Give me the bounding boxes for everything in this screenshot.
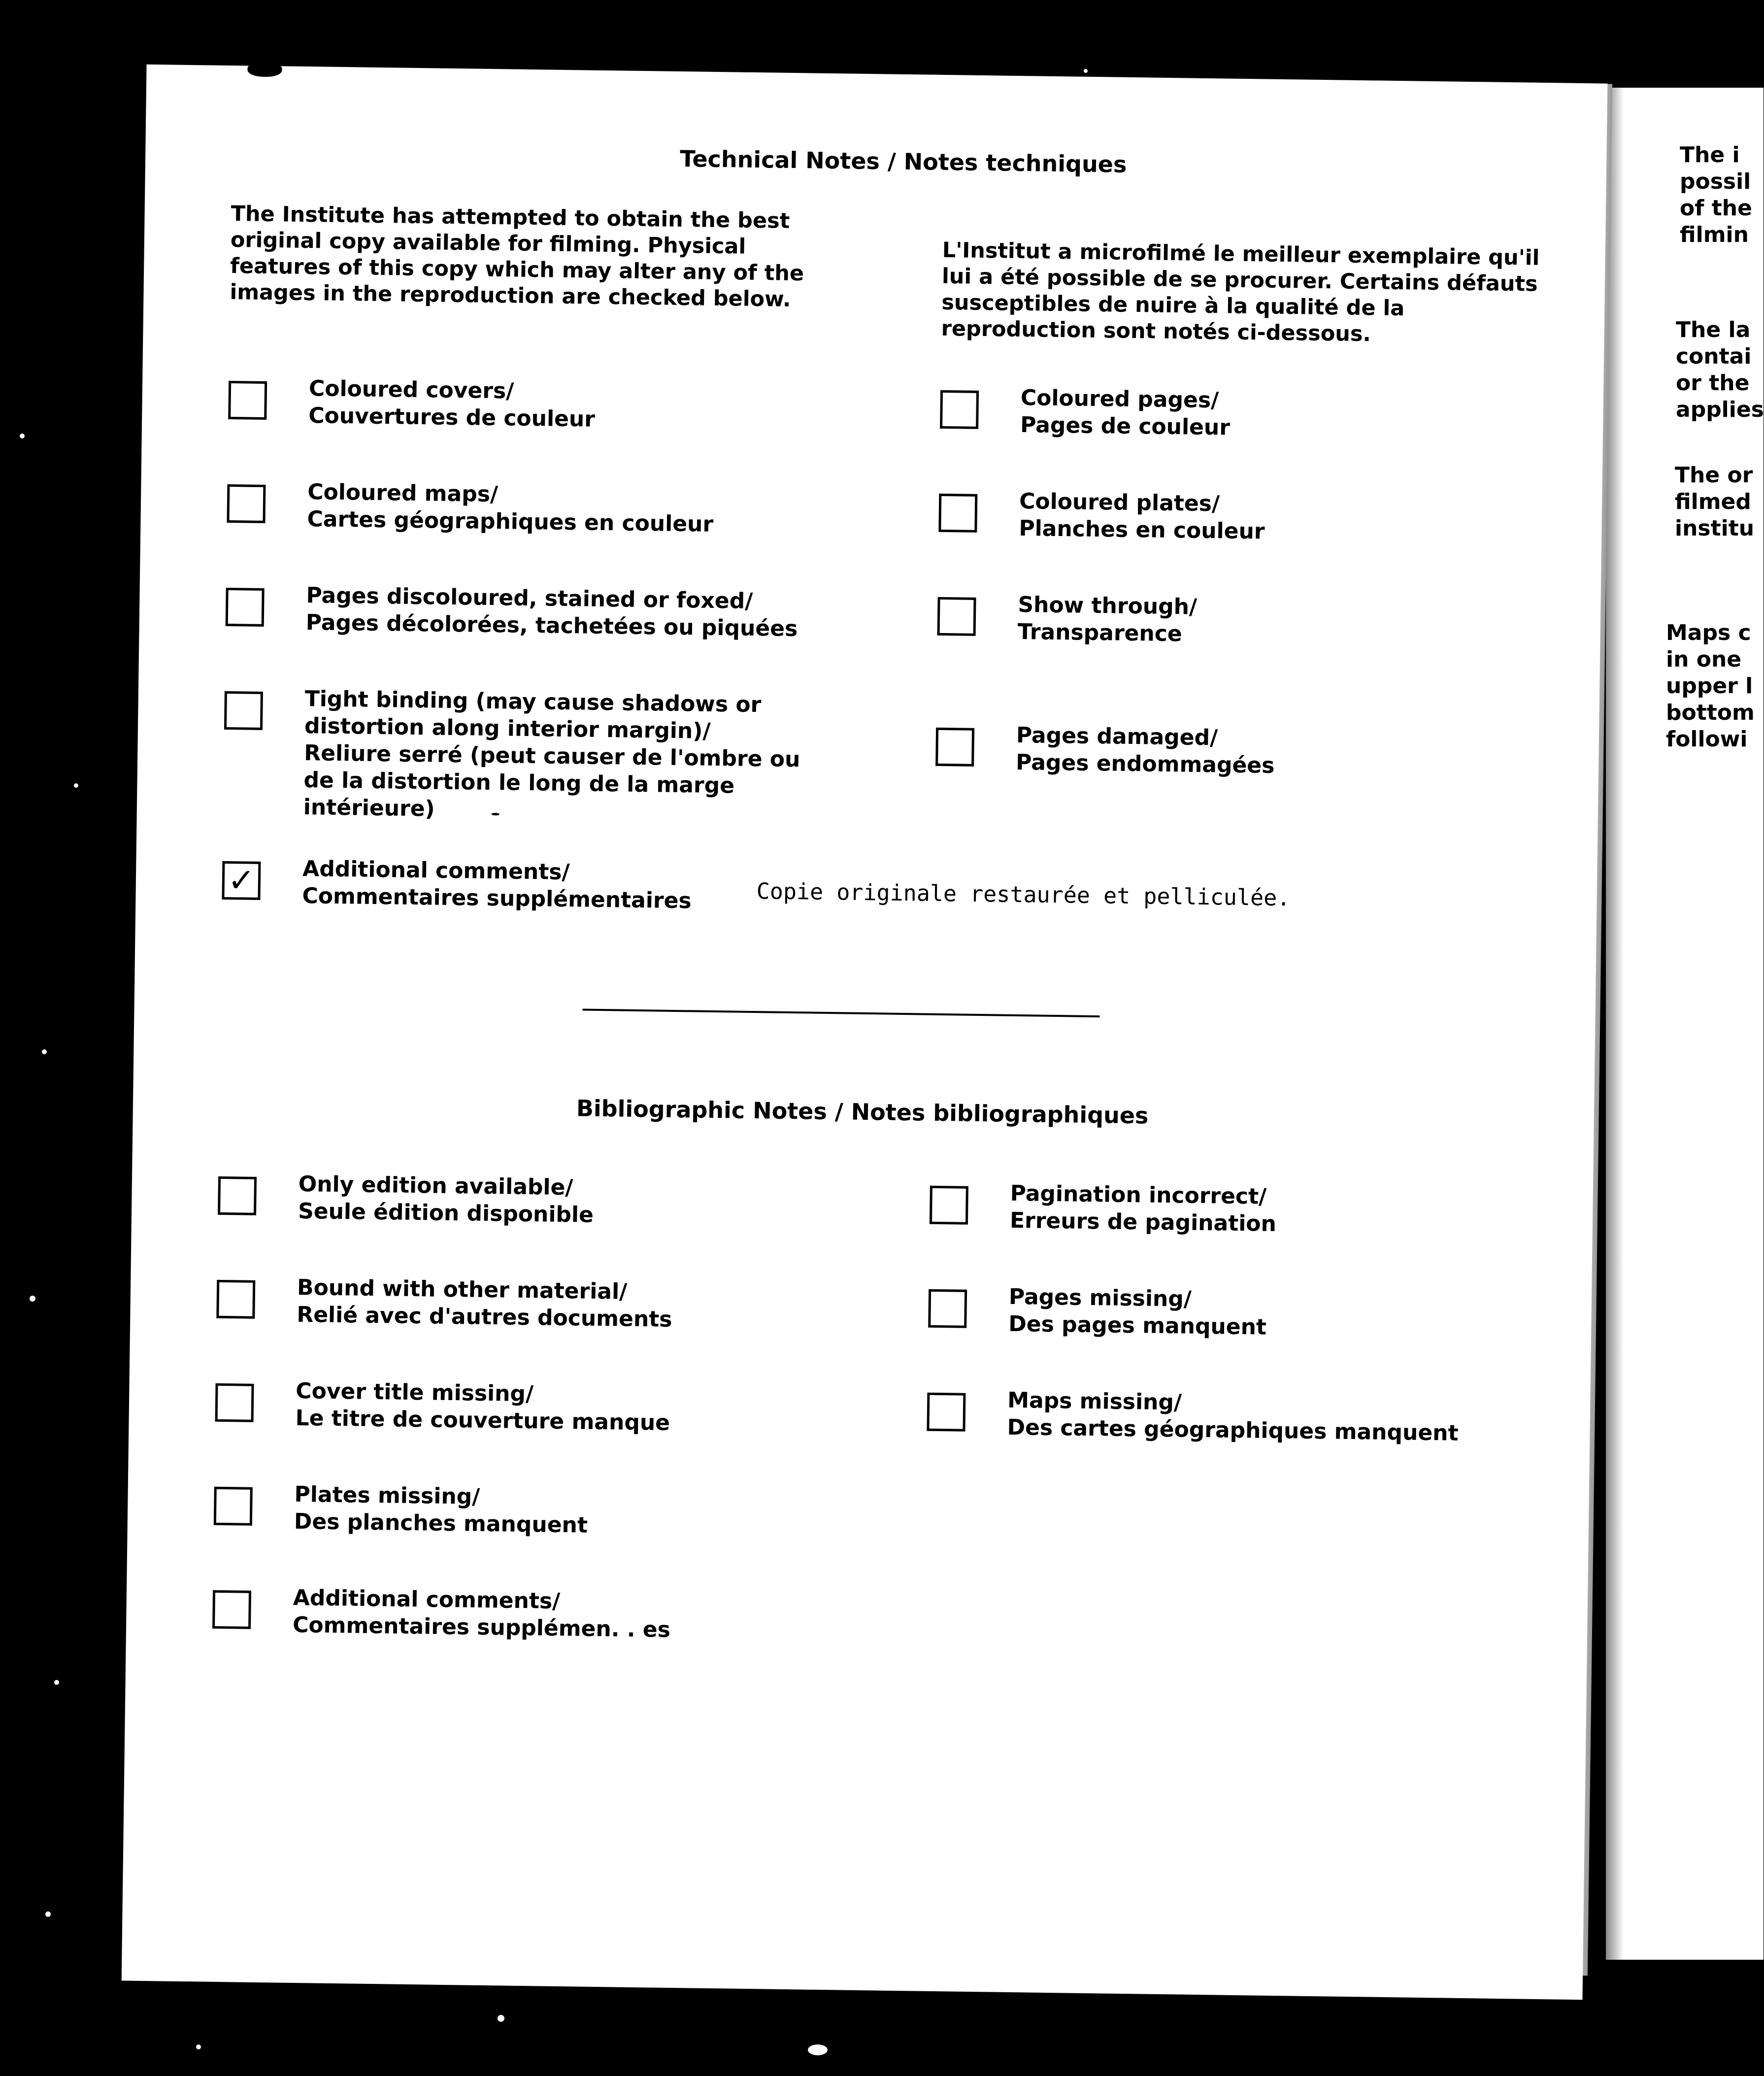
checkbox[interactable]	[228, 381, 267, 420]
adjacent-text-line: The i	[1680, 142, 1740, 167]
film-blemish	[247, 62, 282, 77]
bibliographic-notes-title: Bibliographic Notes / Notes bibliographiques	[576, 1095, 1149, 1129]
option-maps-missing[interactable]	[927, 1387, 1459, 1447]
adjacent-text-line: The or	[1675, 463, 1753, 488]
option-label	[294, 1481, 588, 1539]
adjacent-text-line: Maps c	[1666, 620, 1751, 645]
option-show-through[interactable]	[937, 592, 1198, 648]
label-english: Pages discoloured, stained or foxed/	[306, 583, 753, 614]
label-english: Coloured pages/	[1020, 385, 1219, 413]
dust-speck	[30, 1296, 35, 1302]
option-pages-discoloured[interactable]	[225, 583, 798, 642]
checkbox[interactable]	[940, 390, 979, 429]
technical-notes-title: Technical Notes / Notes techniques	[679, 145, 1127, 178]
checkbox[interactable]	[927, 1393, 965, 1432]
option-pagination-incorrect[interactable]	[930, 1180, 1277, 1238]
option-label	[295, 1377, 670, 1437]
label-english: Plates missing/	[294, 1481, 480, 1509]
adjacent-text-line: upper l	[1666, 673, 1753, 699]
option-label	[1010, 1180, 1277, 1238]
dust-speck	[42, 1049, 47, 1054]
dust-speck	[808, 2044, 828, 2055]
dust-speck	[20, 434, 25, 438]
option-coloured-plates[interactable]	[938, 489, 1265, 545]
label-english: Pages damaged/	[1016, 722, 1218, 751]
adjacent-page-block-2	[1676, 317, 1764, 423]
adjacent-text-line: in one	[1666, 647, 1742, 672]
checkbox[interactable]	[935, 728, 974, 767]
dust-speck	[74, 783, 78, 788]
option-pages-missing[interactable]	[928, 1284, 1267, 1341]
option-label	[1020, 384, 1231, 441]
option-label	[308, 375, 596, 433]
label-french: Relié avec d'autres documents	[297, 1302, 672, 1332]
adjacent-text-line: The la	[1676, 317, 1751, 342]
adjacent-text-line: contai	[1676, 344, 1752, 369]
dust-speck	[54, 1680, 59, 1685]
label-french: Transparence	[1017, 619, 1183, 647]
label-french: Planches en couleur	[1019, 516, 1265, 544]
dust-speck	[394, 1961, 403, 1970]
notes-page	[122, 65, 1608, 2000]
label-line: intérieure)	[303, 795, 435, 822]
option-label	[297, 1274, 672, 1333]
dust-speck	[45, 1911, 51, 1917]
option-additional-comments-technical[interactable]	[222, 856, 692, 914]
adjacent-text-line: filmin	[1680, 222, 1749, 247]
adjacent-text-line: of the	[1680, 196, 1752, 221]
label-english: Coloured plates/	[1019, 489, 1220, 517]
option-label	[305, 582, 798, 642]
checkbox[interactable]	[930, 1186, 968, 1225]
adjacent-text-line: or the	[1676, 370, 1750, 396]
label-english: Coloured covers/	[308, 376, 514, 404]
checkbox[interactable]	[212, 1590, 251, 1629]
label-english: Coloured maps/	[307, 479, 499, 507]
option-label	[307, 478, 714, 538]
label-french: Le titre de couverture manque	[295, 1405, 670, 1436]
label-french: Commentaires supplémen. . es	[292, 1612, 671, 1642]
label-french: Pages endommagées	[1015, 749, 1275, 778]
adjacent-text-line: institu	[1675, 516, 1755, 541]
option-plates-missing[interactable]	[214, 1481, 588, 1539]
label-english: Pagination incorrect/	[1010, 1180, 1267, 1209]
label-french: Seule édition disponible	[298, 1198, 594, 1228]
adjacent-page-block-3	[1675, 462, 1754, 542]
checkbox[interactable]	[928, 1289, 967, 1328]
additional-comment-text: Copie originale restaurée et pelliculée.	[756, 878, 1291, 911]
checkbox[interactable]	[937, 597, 976, 636]
adjacent-text-line: filmed	[1675, 489, 1751, 514]
technical-intro-french: L'Institut a microfilmé le meilleur exemplaire qu'il lui a été possible de se procurer. Certains défauts susceptibles de nuire à la qualité de la reproduction sont notés ci-dessous.	[941, 237, 1540, 347]
checkbox[interactable]	[226, 588, 265, 627]
dust-speck	[196, 2044, 201, 2049]
adjacent-text-line: followi	[1666, 727, 1748, 752]
label-english: Show through/	[1018, 592, 1198, 620]
label-french: Des pages manquent	[1008, 1311, 1267, 1340]
adjacent-text-line: bottom	[1666, 700, 1755, 725]
label-french: Pages de couleur	[1020, 412, 1231, 440]
label-french: Cartes géographiques en couleur	[307, 506, 714, 537]
technical-intro-english: The Institute has attempted to obtain the best original copy available for filming. Physical features of this copy which may alter any of the images in the reproduction are checked below.	[230, 201, 804, 312]
checkbox[interactable]	[938, 494, 977, 533]
adjacent-text-line: applies	[1676, 397, 1764, 422]
option-pages-damaged[interactable]	[935, 722, 1275, 779]
option-label	[1008, 1283, 1267, 1341]
checkbox-checked[interactable]	[222, 861, 261, 900]
checkbox[interactable]	[218, 1176, 257, 1215]
adjacent-text-line: possil	[1680, 169, 1751, 194]
label-english: Maps missing/	[1007, 1387, 1182, 1415]
option-label	[303, 685, 801, 827]
option-label	[1016, 722, 1275, 779]
label-french: Des planches manquent	[294, 1508, 588, 1538]
option-label	[293, 1584, 671, 1643]
option-label	[298, 1171, 594, 1229]
option-label	[1019, 488, 1265, 545]
option-coloured-covers[interactable]	[228, 376, 596, 433]
adjacent-page	[1606, 88, 1764, 1960]
option-bound-with[interactable]	[216, 1274, 672, 1333]
label-english: Bound with other material/	[297, 1274, 628, 1305]
label-line: distortion along interior margin)/	[304, 713, 711, 744]
option-label	[1017, 591, 1197, 648]
label-line: de la distortion le long de la marge	[303, 768, 735, 799]
option-additional-comments-bibliographic[interactable]	[212, 1585, 671, 1643]
dust-speck	[498, 2015, 504, 2022]
label-french: Des cartes géographiques manquent	[1007, 1414, 1459, 1446]
film-blemish	[492, 813, 499, 815]
section-divider	[583, 1009, 1100, 1018]
label-french: Pages décolorées, tachetées ou piquées	[305, 610, 798, 642]
option-label	[302, 855, 692, 914]
label-french: Commentaires supplémentaires	[302, 883, 692, 914]
option-coloured-pages[interactable]	[940, 385, 1231, 441]
checkbox[interactable]	[215, 1383, 254, 1422]
option-cover-title-missing[interactable]	[215, 1378, 670, 1437]
option-coloured-maps[interactable]	[227, 479, 714, 538]
checkbox[interactable]	[227, 484, 266, 523]
checkbox[interactable]	[216, 1280, 255, 1319]
label-english: Cover title missing/	[296, 1378, 534, 1407]
adjacent-page-block-1	[1680, 142, 1752, 248]
checkmark-icon: ✓	[227, 861, 256, 900]
label-english: Additional comments/	[293, 1585, 561, 1614]
dust-speck	[1084, 69, 1088, 73]
label-line: Reliure serré (peut causer de l'ombre ou	[303, 740, 800, 772]
checkbox[interactable]	[224, 691, 263, 730]
option-only-edition[interactable]	[218, 1171, 594, 1229]
label-french: Erreurs de pagination	[1009, 1207, 1277, 1237]
label-english: Only edition available/	[298, 1171, 573, 1201]
adjacent-page-block-4	[1666, 620, 1755, 753]
label-french: Couvertures de couleur	[308, 403, 596, 432]
option-label	[1007, 1387, 1459, 1447]
option-tight-binding[interactable]	[223, 686, 801, 827]
checkbox[interactable]	[214, 1487, 253, 1526]
label-english: Pages missing/	[1008, 1284, 1192, 1312]
label-line: Tight binding (may cause shadows or	[304, 686, 762, 718]
label-english: Additional comments/	[302, 856, 570, 885]
